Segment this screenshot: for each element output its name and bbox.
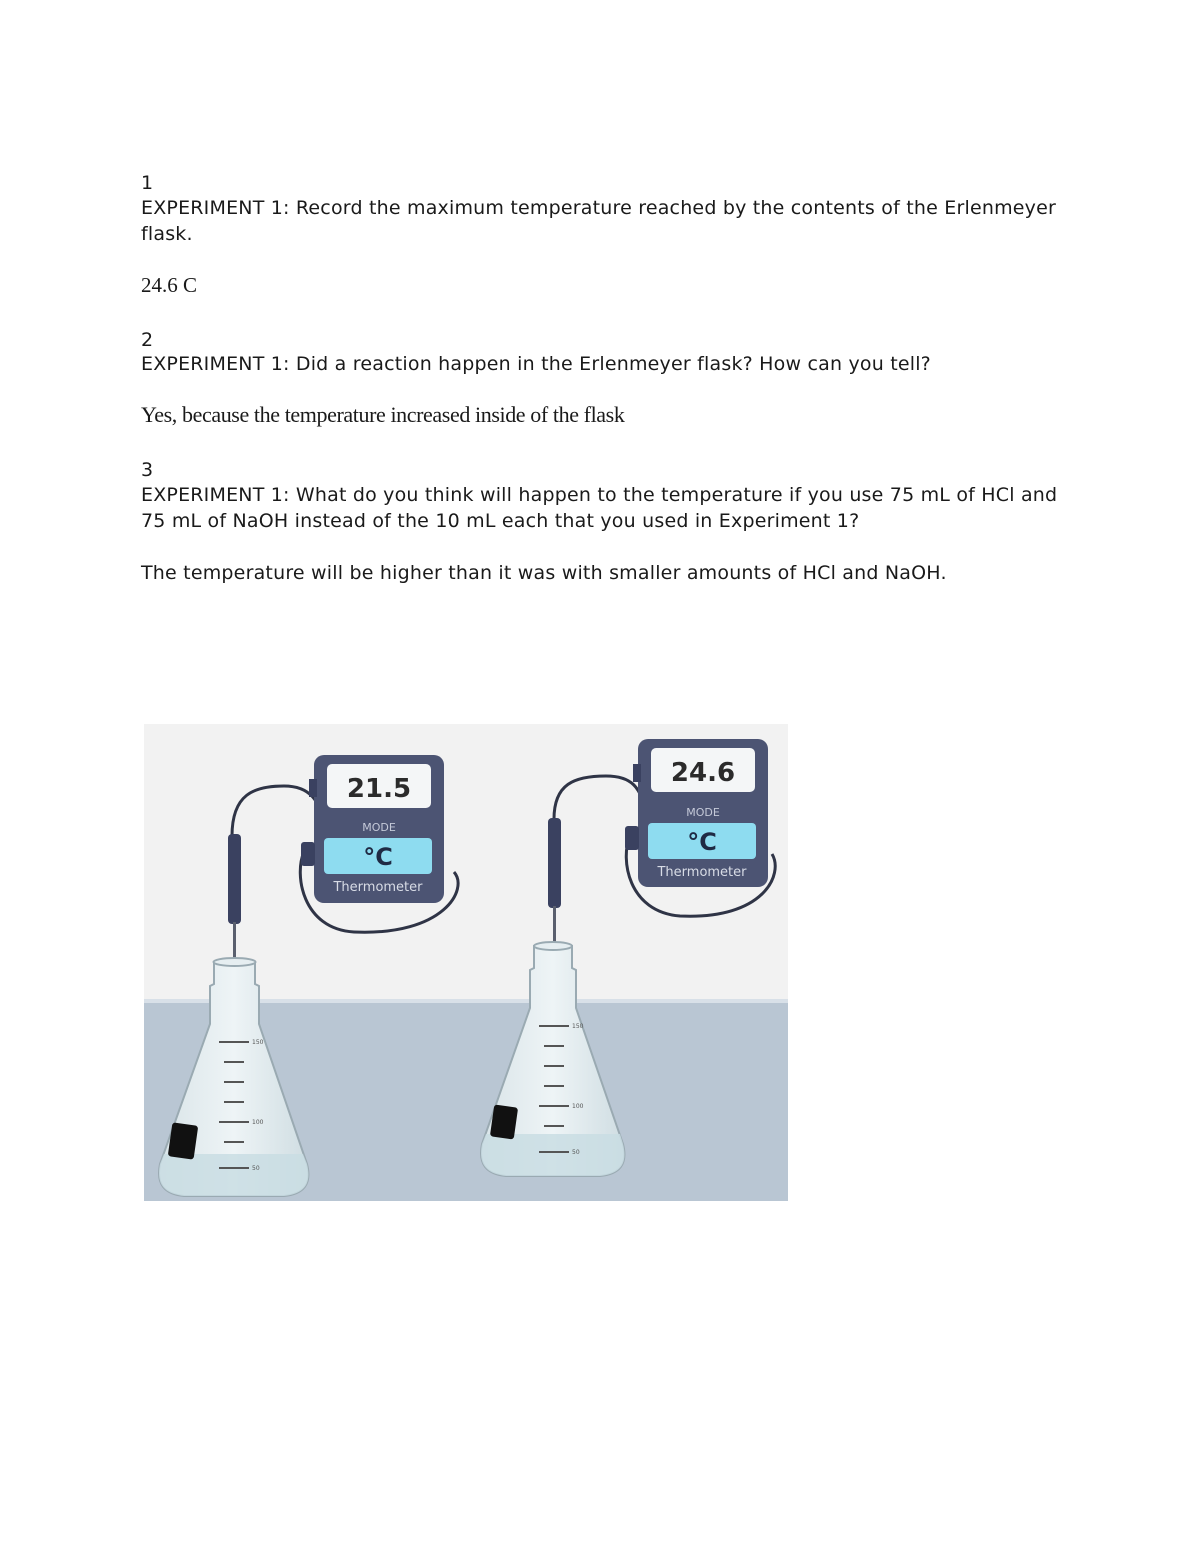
device-label-right: Thermometer [657,865,747,880]
flask-mark-50-right: 50 [572,1149,580,1156]
thermometer-device-left [301,755,444,903]
device-label-left: Thermometer [333,880,423,895]
question-1-number: 1 [141,172,154,194]
question-1-prompt: EXPERIMENT 1: Record the maximum temperature reached by the contents of the Erlenmeyer flask. [141,197,1057,245]
temperature-reading-left: 21.5 [346,774,412,804]
flask-mark-150-right: 150 [572,1023,584,1030]
question-2-number: 2 [141,329,154,351]
probe-handle-right [548,818,561,908]
unit-label-left: °C [363,843,393,871]
question-3-prompt: EXPERIMENT 1: What do you think will happen to the temperature if you use 75 mL of HCl and 75 mL of NaOH instead of the 10 mL each that you used in Experiment 1? [141,484,1058,532]
unit-label-right: °C [687,828,717,856]
answer-3: The temperature will be higher than it was with smaller amounts of HCl and NaOH. [141,562,947,584]
experiment-figure [144,724,788,1201]
flask-label-left [168,1122,198,1159]
temperature-reading-right: 24.6 [670,758,736,788]
flask-mark-100-left: 100 [252,1119,264,1126]
probe-handle-left [228,834,241,924]
flask-label-right [490,1104,518,1139]
question-2-prompt: EXPERIMENT 1: Did a reaction happen in the Erlenmeyer flask? How can you tell? [141,353,931,375]
flask-mark-100-right: 100 [572,1103,584,1110]
flask-mark-150-left: 150 [252,1039,264,1046]
mode-label-left: MODE [362,821,396,834]
answer-2: Yes, because the temperature increased inside of the flask [141,402,625,427]
thermometer-device-right [625,739,768,887]
answer-1: 24.6 C [141,273,198,297]
question-3-number: 3 [141,459,154,481]
mode-label-right: MODE [686,806,720,819]
flask-mark-50-left: 50 [252,1165,260,1172]
